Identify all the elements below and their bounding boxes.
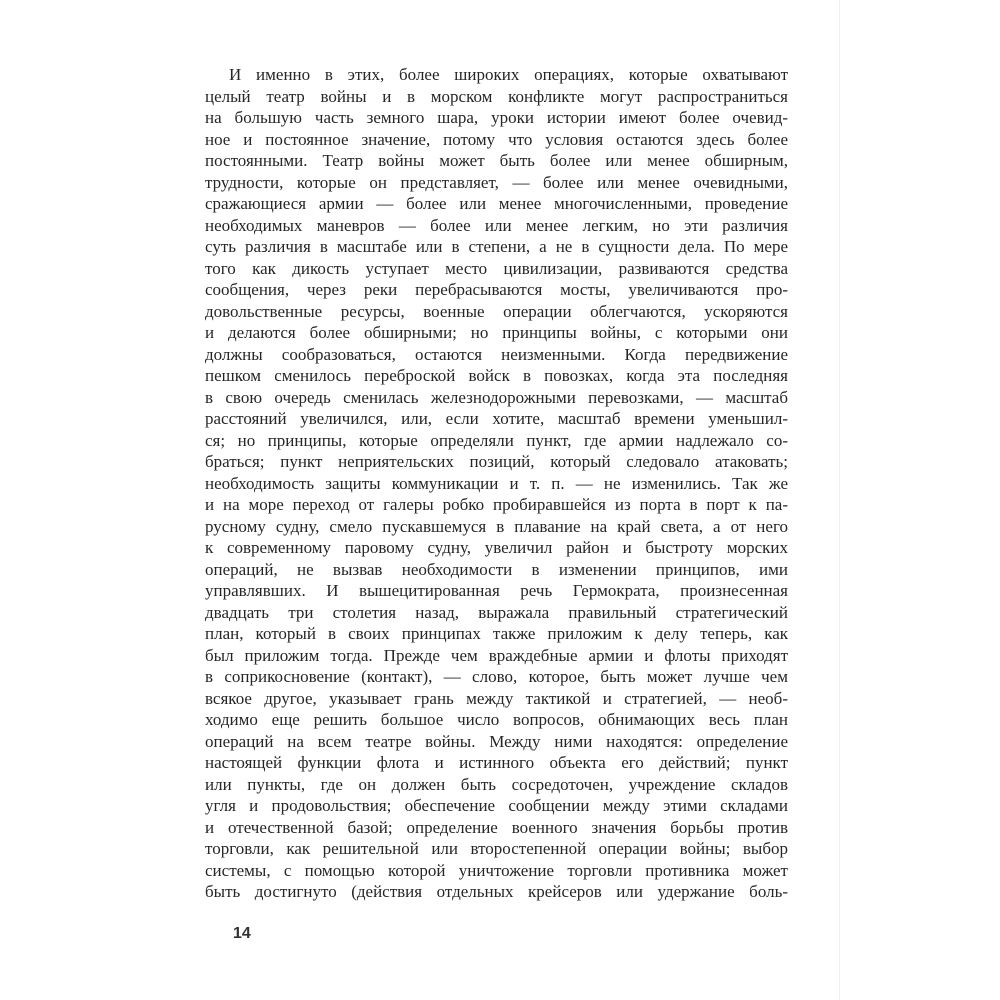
text-line: всякое другое, указывает грань между тактикой и стратегией, — необ- bbox=[205, 688, 788, 708]
text-line: и на море переход от галеры робко пробиравшейся из порта в порт к па- bbox=[205, 495, 788, 514]
text-line: должны сообразоваться, остаются неизменными. Когда передвижение bbox=[205, 344, 788, 364]
text-line: ходимо еще решить большое число вопросов, обнимающих весь план bbox=[205, 710, 788, 729]
text-line: и отечественной базой; определение военного значения борьбы против bbox=[205, 817, 788, 837]
text-line: к современному паровому судну, увеличил район и быстроту морских bbox=[205, 538, 788, 557]
text-line: быть достигнуто (действия отдельных крейсеров или удержание боль- bbox=[205, 882, 788, 901]
page-text bbox=[205, 64, 788, 903]
text-line: операций, не вызвав необходимости в изменении принципов, ими bbox=[205, 559, 788, 579]
page-number: 14 bbox=[233, 925, 251, 942]
text-line: угля и продовольствия; обеспечение сообщении между этими складами bbox=[205, 796, 788, 815]
text-line: план, который в своих принципах также приложим к делу теперь, как bbox=[205, 624, 788, 643]
text-line: и делаются более обширными; но принципы войны, с которыми они bbox=[205, 323, 788, 342]
text-line: в свою очередь сменилась железнодорожными перевозками, — масштаб bbox=[205, 387, 788, 407]
text-line: операций на всем театре войны. Между ними находятся: определение bbox=[205, 731, 788, 751]
text-line: торговли, как решительной или второстепенной операции войны; выбор bbox=[205, 839, 788, 858]
text-line: управлявших. И вышецитированная речь Гермократа, произнесенная bbox=[205, 581, 788, 600]
text-line: целый театр войны и в морском конфликте могут распространиться bbox=[205, 86, 788, 106]
text-line: системы, с помощью которой уничтожение торговли противника может bbox=[205, 860, 788, 880]
text-line: настоящей функции флота и истинного объекта его действий; пункт bbox=[205, 753, 788, 772]
text-line: того как дикость уступает место цивилизации, развиваются средства bbox=[205, 258, 788, 278]
text-line: ся; но принципы, которые определяли пункт, где армии надлежало со- bbox=[205, 430, 788, 450]
text-line: сражающиеся армии — более или менее многочисленными, проведение bbox=[205, 194, 788, 213]
text-line: ное и постоянное значение, потому что условия остаются здесь более bbox=[205, 129, 788, 149]
text-line: сообщения, через реки перебрасываются мосты, увеличиваются про- bbox=[205, 280, 788, 299]
text-line: двадцать три столетия назад, выражала правильный стратегический bbox=[205, 602, 788, 622]
text-line: русному судну, смело пускавшемуся в плавание на край света, а от него bbox=[205, 516, 788, 536]
text-line: был приложим тогда. Прежде чем враждебные армии и флоты приходят bbox=[205, 645, 788, 665]
text-line: на большую часть земного шара, уроки истории имеют более очевид- bbox=[205, 108, 788, 127]
text-line: трудности, которые он представляет, — более или менее очевидными, bbox=[205, 172, 788, 192]
text-line: постоянными. Театр войны может быть более или менее обширным, bbox=[205, 151, 788, 170]
text-line: в соприкосновение (контакт), — слово, которое, быть может лучше чем bbox=[205, 667, 788, 686]
text-line: необходимых маневров — более или менее легким, но эти различия bbox=[205, 215, 788, 235]
text-line: расстояний увеличился, или, если хотите, масштаб времени уменьшил- bbox=[205, 409, 788, 428]
text-line: браться; пункт неприятельских позиций, который следовало атаковать; bbox=[205, 452, 788, 471]
text-line: суть различия в масштабе или в степени, а не в сущности дела. По мере bbox=[205, 237, 788, 256]
text-line: довольственные ресурсы, военные операции облегчаются, ускоряются bbox=[205, 301, 788, 321]
text-line: пешком сменилось переброской войск в повозках, когда эта последняя bbox=[205, 366, 788, 385]
text-line: или пункты, где он должен быть сосредоточен, учреждение складов bbox=[205, 774, 788, 794]
text-line: И именно в этих, более широких операциях, которые охватывают bbox=[229, 65, 788, 84]
text-line: необходимость защиты коммуникации и т. п. — не изменились. Так же bbox=[205, 473, 788, 493]
page-edge-divider bbox=[839, 0, 840, 1000]
